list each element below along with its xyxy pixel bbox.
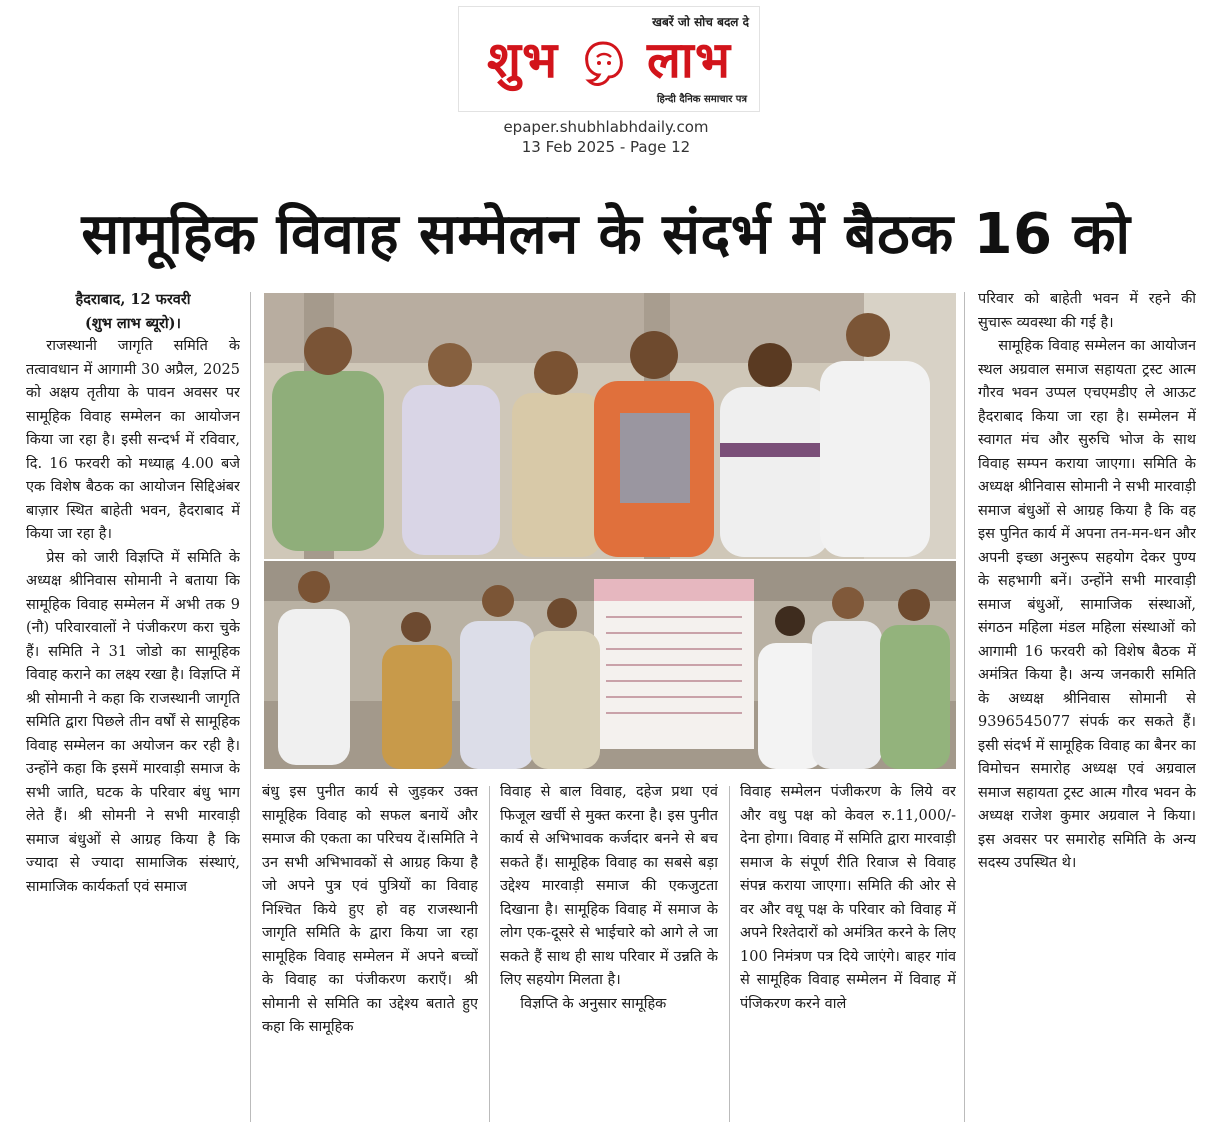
article-paragraph: विवाह से बाल विवाह, दहेज प्रथा एवं फिजूल खर्ची से मुक्त करना है। इस पुनीत कार्य से अभिभावक कर्जदार बनने से बच सकते हैं। सामूहिक विवाह का सबसे बड़ा उद्देश्य मारवाड़ी समाज की एकजुटता दिखाना है। सामूहिक विवाह में समाज के लोग एक-दूसरे से भाईचारे को आगे ले जा सकते हैं साथ ही साथ परिवार में उन्नति के लिए सहयोग मिलता है। xyxy=(500,784,718,988)
photo-banner-release-image xyxy=(264,561,956,769)
epaper-date-page: 13 Feb 2025 - Page 12 xyxy=(521,138,691,156)
dateline-bureau: (शुभ लाभ ब्यूरो)। xyxy=(84,314,182,332)
article-column-1 xyxy=(26,288,240,1128)
article-column-5 xyxy=(978,288,1196,1128)
article-paragraph: विज्ञप्ति के अनुसार सामूहिक xyxy=(520,995,667,1012)
article-column-3 xyxy=(500,781,718,1127)
brand-left-word: शुभ xyxy=(487,30,559,89)
column-divider xyxy=(729,786,730,1122)
masthead-tagline: खबरें जो सोच बदल दे xyxy=(652,15,749,29)
dateline-place: हैदराबाद, 12 फरवरी xyxy=(75,291,191,308)
photo-banner-release xyxy=(262,559,958,771)
masthead-brand xyxy=(459,29,759,91)
article-column-2 xyxy=(262,781,478,1127)
column-divider xyxy=(964,292,965,1122)
brand-right-word: लाभ xyxy=(647,30,731,89)
article-paragraph: बंधु इस पुनीत कार्य से जुड़कर उक्त सामूहिक विवाह को सफल बनायें और समाज की एकता का परिचय दें।समिति ने उन सभी अभिभावकों से आग्रह किया है जो अपने पुत्र एवं पुत्रियों का विवाह निश्चित किये हुए हो वह राजस्थानी जागृति समिति के द्वारा किया जा रहा सामूहिक विवाह सम्मेलन में अपने बच्चों के विवाह का पंजीकरण कराएँ। श्री सोमानी से समिति का उद्देश्य बताते हुए कहा कि सामूहिक xyxy=(262,784,478,1035)
article-paragraph: परिवार को बाहेती भवन में रहने की सुचारू व्यवस्था की गई है। xyxy=(978,291,1196,331)
article-column-4 xyxy=(740,781,956,1127)
ganesh-icon xyxy=(577,39,629,89)
column-divider xyxy=(489,786,490,1122)
masthead-logo xyxy=(458,6,760,112)
masthead-subtitle: हिन्दी दैनिक समाचार पत्र xyxy=(656,94,747,105)
headline: सामूहिक विवाह सम्मेलन के संदर्भ में बैठक 16 को xyxy=(81,202,1131,267)
article-paragraph: सामूहिक विवाह सम्मेलन का आयोजन स्थल अग्रवाल समाज सहायता ट्रस्ट आत्म गौरव भवन उप्पल एचएमडीए ले आऊट हैदराबाद किया जा रहा है। सम्मेलन में स्वागत मंच और सुरुचि भोज के साथ विवाह सम्पन कराया जाएगा। समिति के अध्यक्ष श्रीनिवास सोमानी ने सभी मारवाड़ी समाज बंधुओं से आग्रह किया है कि वह इस पुनित कार्य में अपना तन-मन-धन और अपनी इच्छा अनुरूप सहयोग देकर पुण्य के सहभागी बनें। उन्होंने सभी मारवाड़ी समाज बंधुओं, सामाजिक संस्थाओं, संगठन महिला मंडल महिला संस्थाओं को आगामी 16 फरवरी को विशेष बैठक में अमंत्रित किया है। अन्य जनकारी समिति के अध्यक्ष श्रीनिवास सोमानी से 9396545077 संपर्क कर सकते हैं। इसी संदर्भ में सामूहिक विवाह का बैनर का विमोचन समारोह अध्यक्ष एवं अग्रवाल समाज सहायता ट्रस्ट आत्म गौरव भवन के अध्यक्ष राजेश कुमार अग्रवाल ने किया। इस अवसर पर समारोह समिति के अन्य सदस्य उपस्थित थे। xyxy=(978,338,1196,871)
article-paragraph: विवाह सम्मेलन पंजीकरण के लिये वर और वधु पक्ष को केवल रु.11,000/- देना होगा। विवाह में समिति द्वारा मारवाड़ी समाज के संपूर्ण रीति रिवाज से विवाह संपन्न कराया जाएगा। समिति की ओर से वर और वधू पक्ष के परिवार को विवाह में अपने रिश्तेदारों को अमंत्रित करने के लिए 100 निमंत्रण पत्र दिये जाएंगे। बाहर गांव से सामूहिक विवाह सम्मेलन में विवाह में पंजिकरण करने वाले xyxy=(740,784,956,1012)
column-divider xyxy=(250,292,251,1122)
article-paragraph: राजस्थानी जागृति समिति के तत्वावधान में आगामी 30 अप्रैल, 2025 को अक्षय तृतीया के पावन अवसर पर सामूहिक विवाह सम्मेलन का आयोजन किया जा रहा है। इसी सन्दर्भ में रविवार, दि. 16 फरवरी को मध्याह्न 4.00 बजे एक विशेष बैठक का आयोजन सिद्दिअंबर बाज़ार स्थित बाहेती भवन, हैदराबाद में किया जा रहा है। xyxy=(26,338,240,542)
article-paragraph: प्रेस को जारी विज्ञप्ति में समिति के अध्यक्ष श्रीनिवास सोमानी ने बताया कि सामूहिक विवाह सम्मेलन में अभी तक 9 (नौ) परिवारवालों ने पंजीकरण करा चुके हैं। समिति ने 31 जोडो का सामूहिक विवाह कराने का लक्ष्य रखा है। विज्ञप्ति में श्री सोमानी ने कहा कि राजस्थानी जागृति समिति द्वारा पिछले तीन वर्षों से सामूहिक विवाह सम्मेलन का अयोजन कर रही है। उन्होंने कहा कि इसमें मारवाड़ी समाज के सभी जाति, घटक के परिवार बंधु भाग लेते हैं। श्री सोमनी ने सभी मारवाड़ी समाज बंधुओं से आग्रह किया है कि ज्यादा से ज्यादा सामाजिक संस्थाएं, सामाजिक कार्यकर्ता एवं समाज xyxy=(26,549,240,895)
photo-felicitation xyxy=(262,291,958,561)
epaper-url: epaper.shubhlabhdaily.com xyxy=(503,118,709,136)
photo-felicitation-image xyxy=(264,293,956,559)
